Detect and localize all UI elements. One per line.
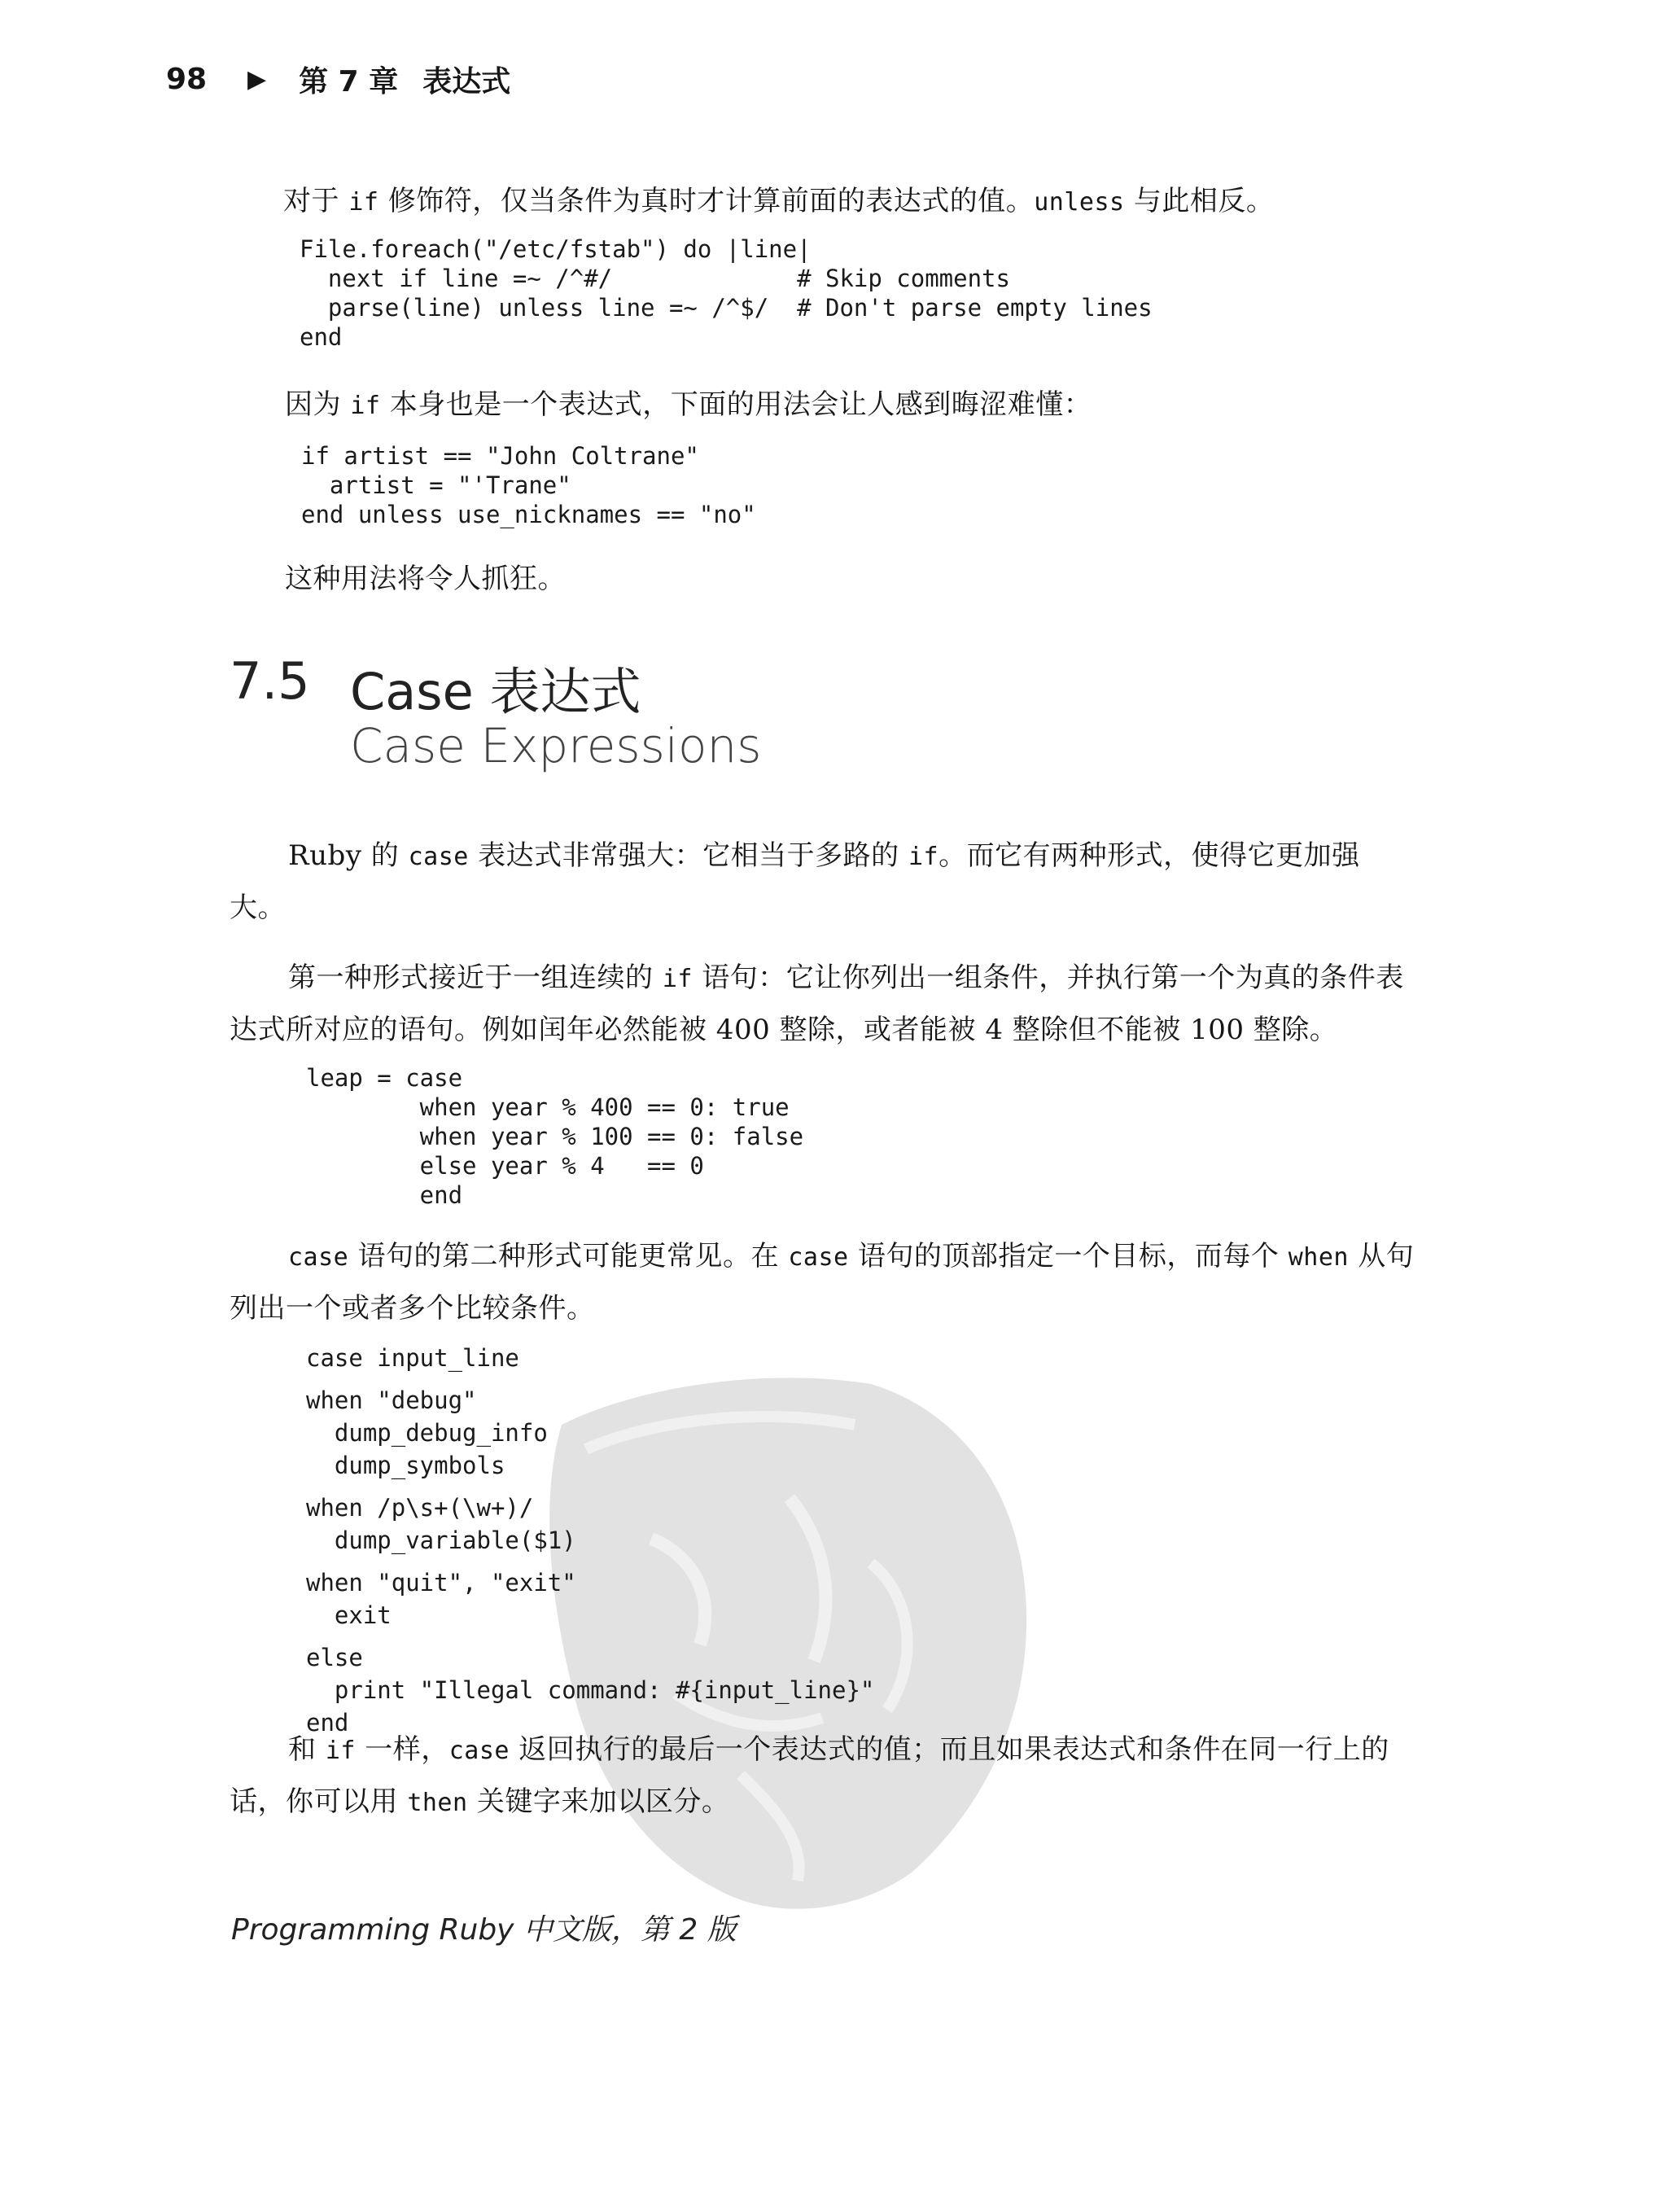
- paragraph-case-second-form: case 语句的第二种形式可能更常见。在 case 语句的顶部指定一个目标，而每个 when 从句列出一个或者多个比较条件。: [230, 1240, 1415, 1325]
- code-line: else: [306, 1644, 363, 1671]
- code-line: else year % 4 == 0: [306, 1152, 704, 1180]
- triangle-marker-icon: ▶: [247, 65, 267, 94]
- code-line: when year % 100 == 0: false: [306, 1123, 804, 1150]
- paragraph-case-intro: Ruby 的 case 表达式非常强大：它相当于多路的 if。而它有两种形式，使得它更加强大。: [230, 839, 1360, 924]
- code-line: if artist == "John Coltrane": [301, 442, 699, 470]
- code-line: dump_symbols: [306, 1452, 505, 1479]
- code-block-artist: [301, 441, 756, 529]
- code-line: end: [306, 1181, 463, 1209]
- paragraph-if-modifier: 对于 if 修饰符，仅当条件为真时才计算前面的表达式的值。unless 与此相反。: [283, 185, 1275, 217]
- code-block-fstab: [300, 234, 1153, 352]
- paragraph-case-return-value: 和 if 一样，case 返回执行的最后一个表达式的值；而且如果表达式和条件在同一行上的话，你可以用 then 关键字来加以区分。: [230, 1733, 1389, 1818]
- code-line: case input_line: [306, 1344, 519, 1372]
- code-block-input-line: [306, 1342, 874, 1739]
- running-header: [166, 59, 510, 100]
- section-title-chinese: Case 表达式: [350, 662, 641, 721]
- code-line: dump_variable($1): [306, 1526, 576, 1554]
- code-line: end: [300, 323, 343, 351]
- code-line: when "debug": [306, 1386, 477, 1414]
- code-line: File.foreach("/etc/fstab") do |line|: [300, 235, 812, 263]
- chapter-title: 表达式: [422, 65, 511, 99]
- section-number: 7.5: [230, 651, 310, 711]
- code-line: artist = "'Trane": [301, 471, 571, 499]
- code-line: parse(line) unless line =~ /^$/ # Don't parse empty lines: [300, 294, 1153, 322]
- page-number: 98: [166, 63, 208, 96]
- book-title-footer: Programming Ruby 中文版，第 2 版: [231, 1913, 737, 1947]
- paragraph-case-first-form: 第一种形式接近于一组连续的 if 语句：它让你列出一组条件，并执行第一个为真的条件表达式所对应的语句。例如闰年必然能被 400 整除，或者能被 4 整除但不能被 100 整除。: [230, 961, 1404, 1046]
- code-line: leap = case: [306, 1064, 463, 1092]
- paragraph-remark: 这种用法将令人抓狂。: [285, 563, 566, 595]
- section-title-english: Case Expressions: [350, 718, 762, 773]
- code-block-leap-year: [306, 1063, 803, 1210]
- code-line: end: [306, 1709, 349, 1737]
- code-line: when "quit", "exit": [306, 1569, 576, 1597]
- paragraph-if-expression: 因为 if 本身也是一个表达式，下面的用法会让人感到晦涩难懂：: [285, 388, 1092, 421]
- code-line: dump_debug_info: [306, 1419, 548, 1447]
- code-line: when /p\s+(\w+)/: [306, 1494, 534, 1522]
- code-line: end unless use_nicknames == "no": [301, 501, 756, 528]
- code-line: next if line =~ /^#/ # Skip comments: [300, 265, 1010, 292]
- code-line: when year % 400 == 0: true: [306, 1093, 790, 1121]
- chapter-label: 第 7 章: [299, 65, 399, 99]
- code-line: exit: [306, 1601, 392, 1629]
- code-line: print "Illegal command: #{input_line}": [306, 1676, 875, 1704]
